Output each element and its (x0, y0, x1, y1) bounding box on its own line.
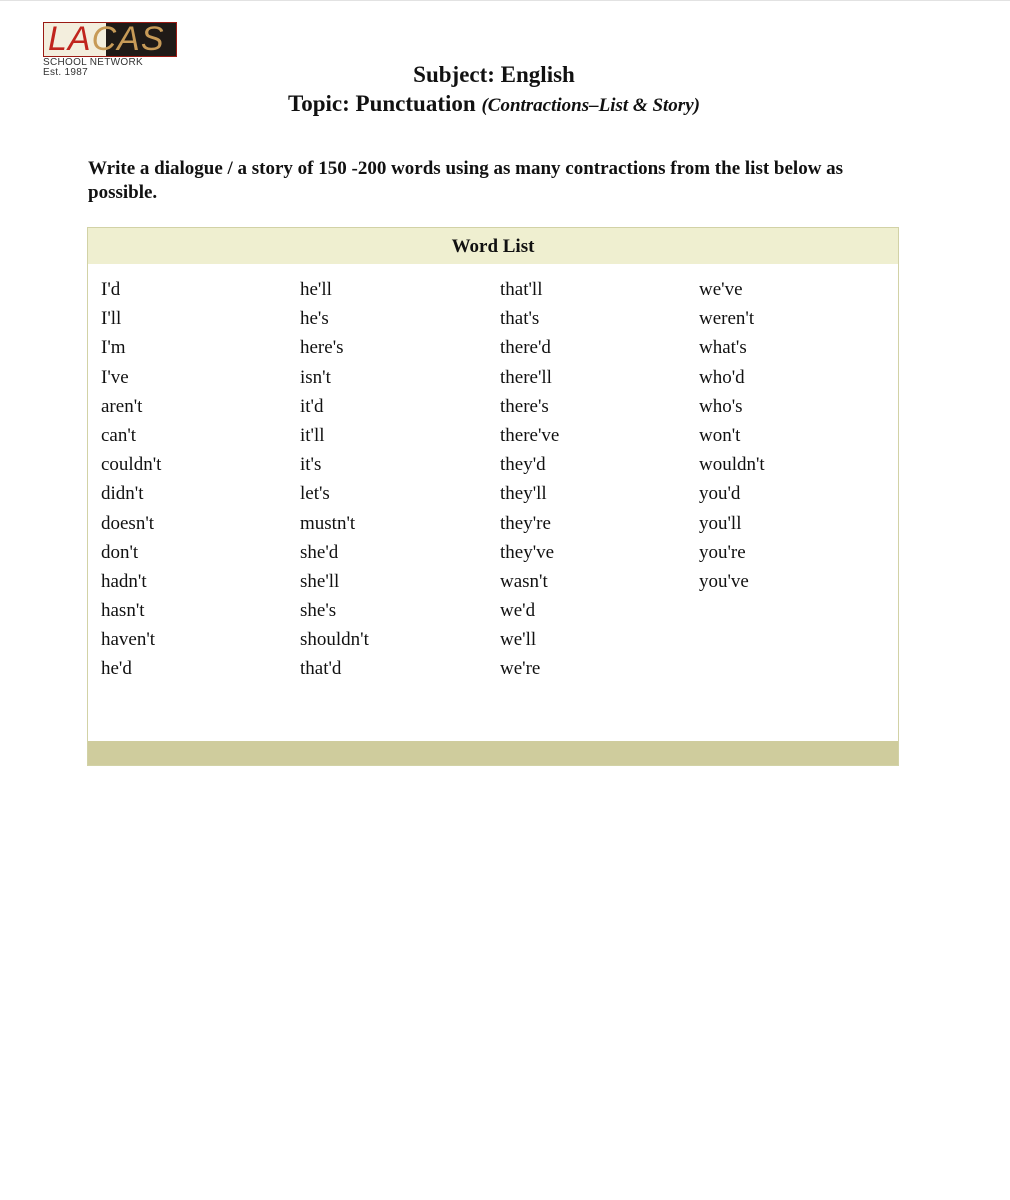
logo-wordmark-box (43, 22, 177, 57)
contraction-word: she'd (300, 541, 339, 563)
contraction-word: that's (500, 308, 540, 330)
word-list-grid (101, 275, 891, 715)
contraction-word: doesn't (101, 512, 155, 534)
contraction-word: they'd (500, 454, 546, 476)
contraction-word: it'll (300, 424, 325, 446)
logo-school-network: SCHOOL NETWORK (43, 57, 143, 68)
contraction-word: we'd (500, 600, 536, 622)
contraction-word: here's (300, 337, 344, 359)
word-list-panel (87, 227, 899, 766)
word-column-4 (699, 275, 889, 596)
contraction-word: she's (300, 600, 337, 622)
contraction-word: you'll (699, 512, 742, 534)
contraction-word: there'd (500, 337, 551, 359)
contraction-word: we're (500, 658, 541, 680)
contraction-word: I'll (101, 308, 122, 330)
contraction-word: who's (699, 395, 743, 417)
logo-wordmark (48, 22, 165, 57)
topic-subtitle: (Contractions–List & Story) (481, 95, 700, 116)
subject-title: Subject: English (413, 62, 575, 87)
contraction-word: you'd (699, 483, 741, 505)
contraction-word: there've (500, 424, 560, 446)
contraction-word: didn't (101, 483, 144, 505)
contraction-word: we've (699, 279, 743, 300)
contraction-word: you're (699, 541, 746, 563)
word-list-title: Word List (88, 228, 898, 264)
contraction-word: there's (500, 395, 549, 417)
instruction-text: Write a dialogue / a story of 150 -200 words using as many contractions from the list below as possible. (88, 158, 844, 203)
contraction-word: let's (300, 483, 330, 505)
contraction-word: you've (699, 570, 749, 592)
topic-main: Topic: Punctuation (288, 91, 482, 116)
logo-established: Est. 1987 (43, 67, 88, 78)
contraction-word: don't (101, 541, 139, 563)
contraction-word: he's (300, 308, 329, 330)
contraction-word: hadn't (101, 570, 147, 592)
contraction-word: I've (101, 366, 129, 388)
contraction-word: what's (699, 337, 747, 359)
word-column-3 (500, 275, 690, 684)
page-top-rule (0, 0, 1010, 1)
contraction-word: they're (500, 512, 551, 534)
contraction-word: shouldn't (300, 629, 369, 651)
contraction-word: weren't (699, 308, 755, 330)
contraction-word: they've (500, 541, 555, 563)
contraction-word: it's (300, 454, 322, 476)
contraction-word: he'll (300, 279, 332, 300)
contraction-word: wouldn't (699, 454, 765, 476)
contraction-word: wasn't (500, 570, 548, 592)
contraction-word: haven't (101, 629, 156, 651)
contraction-word: we'll (500, 629, 537, 651)
contraction-word: he'd (101, 658, 132, 680)
contraction-word: can't (101, 424, 137, 446)
contraction-word: aren't (101, 395, 143, 417)
contraction-word: mustn't (300, 512, 356, 534)
contraction-word: they'll (500, 483, 547, 505)
contraction-word: who'd (699, 366, 745, 388)
contraction-word: that'll (500, 279, 543, 300)
contraction-word: I'm (101, 337, 126, 359)
contraction-word: she'll (300, 570, 340, 592)
contraction-word: isn't (300, 366, 331, 388)
contraction-word: I'd (101, 279, 121, 300)
contraction-word: won't (699, 424, 741, 446)
contraction-word: couldn't (101, 454, 162, 476)
logo-wordmark-la: LA (48, 22, 92, 57)
contraction-word: hasn't (101, 600, 145, 622)
logo-wordmark-cas: CAS (91, 22, 165, 57)
contraction-word: it'd (300, 395, 324, 417)
contraction-word: there'll (500, 366, 552, 388)
contraction-word: that'd (300, 658, 342, 680)
word-column-2 (300, 275, 490, 684)
word-list-footer-bar (88, 741, 898, 765)
topic-title (0, 91, 988, 117)
word-column-1 (101, 275, 291, 684)
